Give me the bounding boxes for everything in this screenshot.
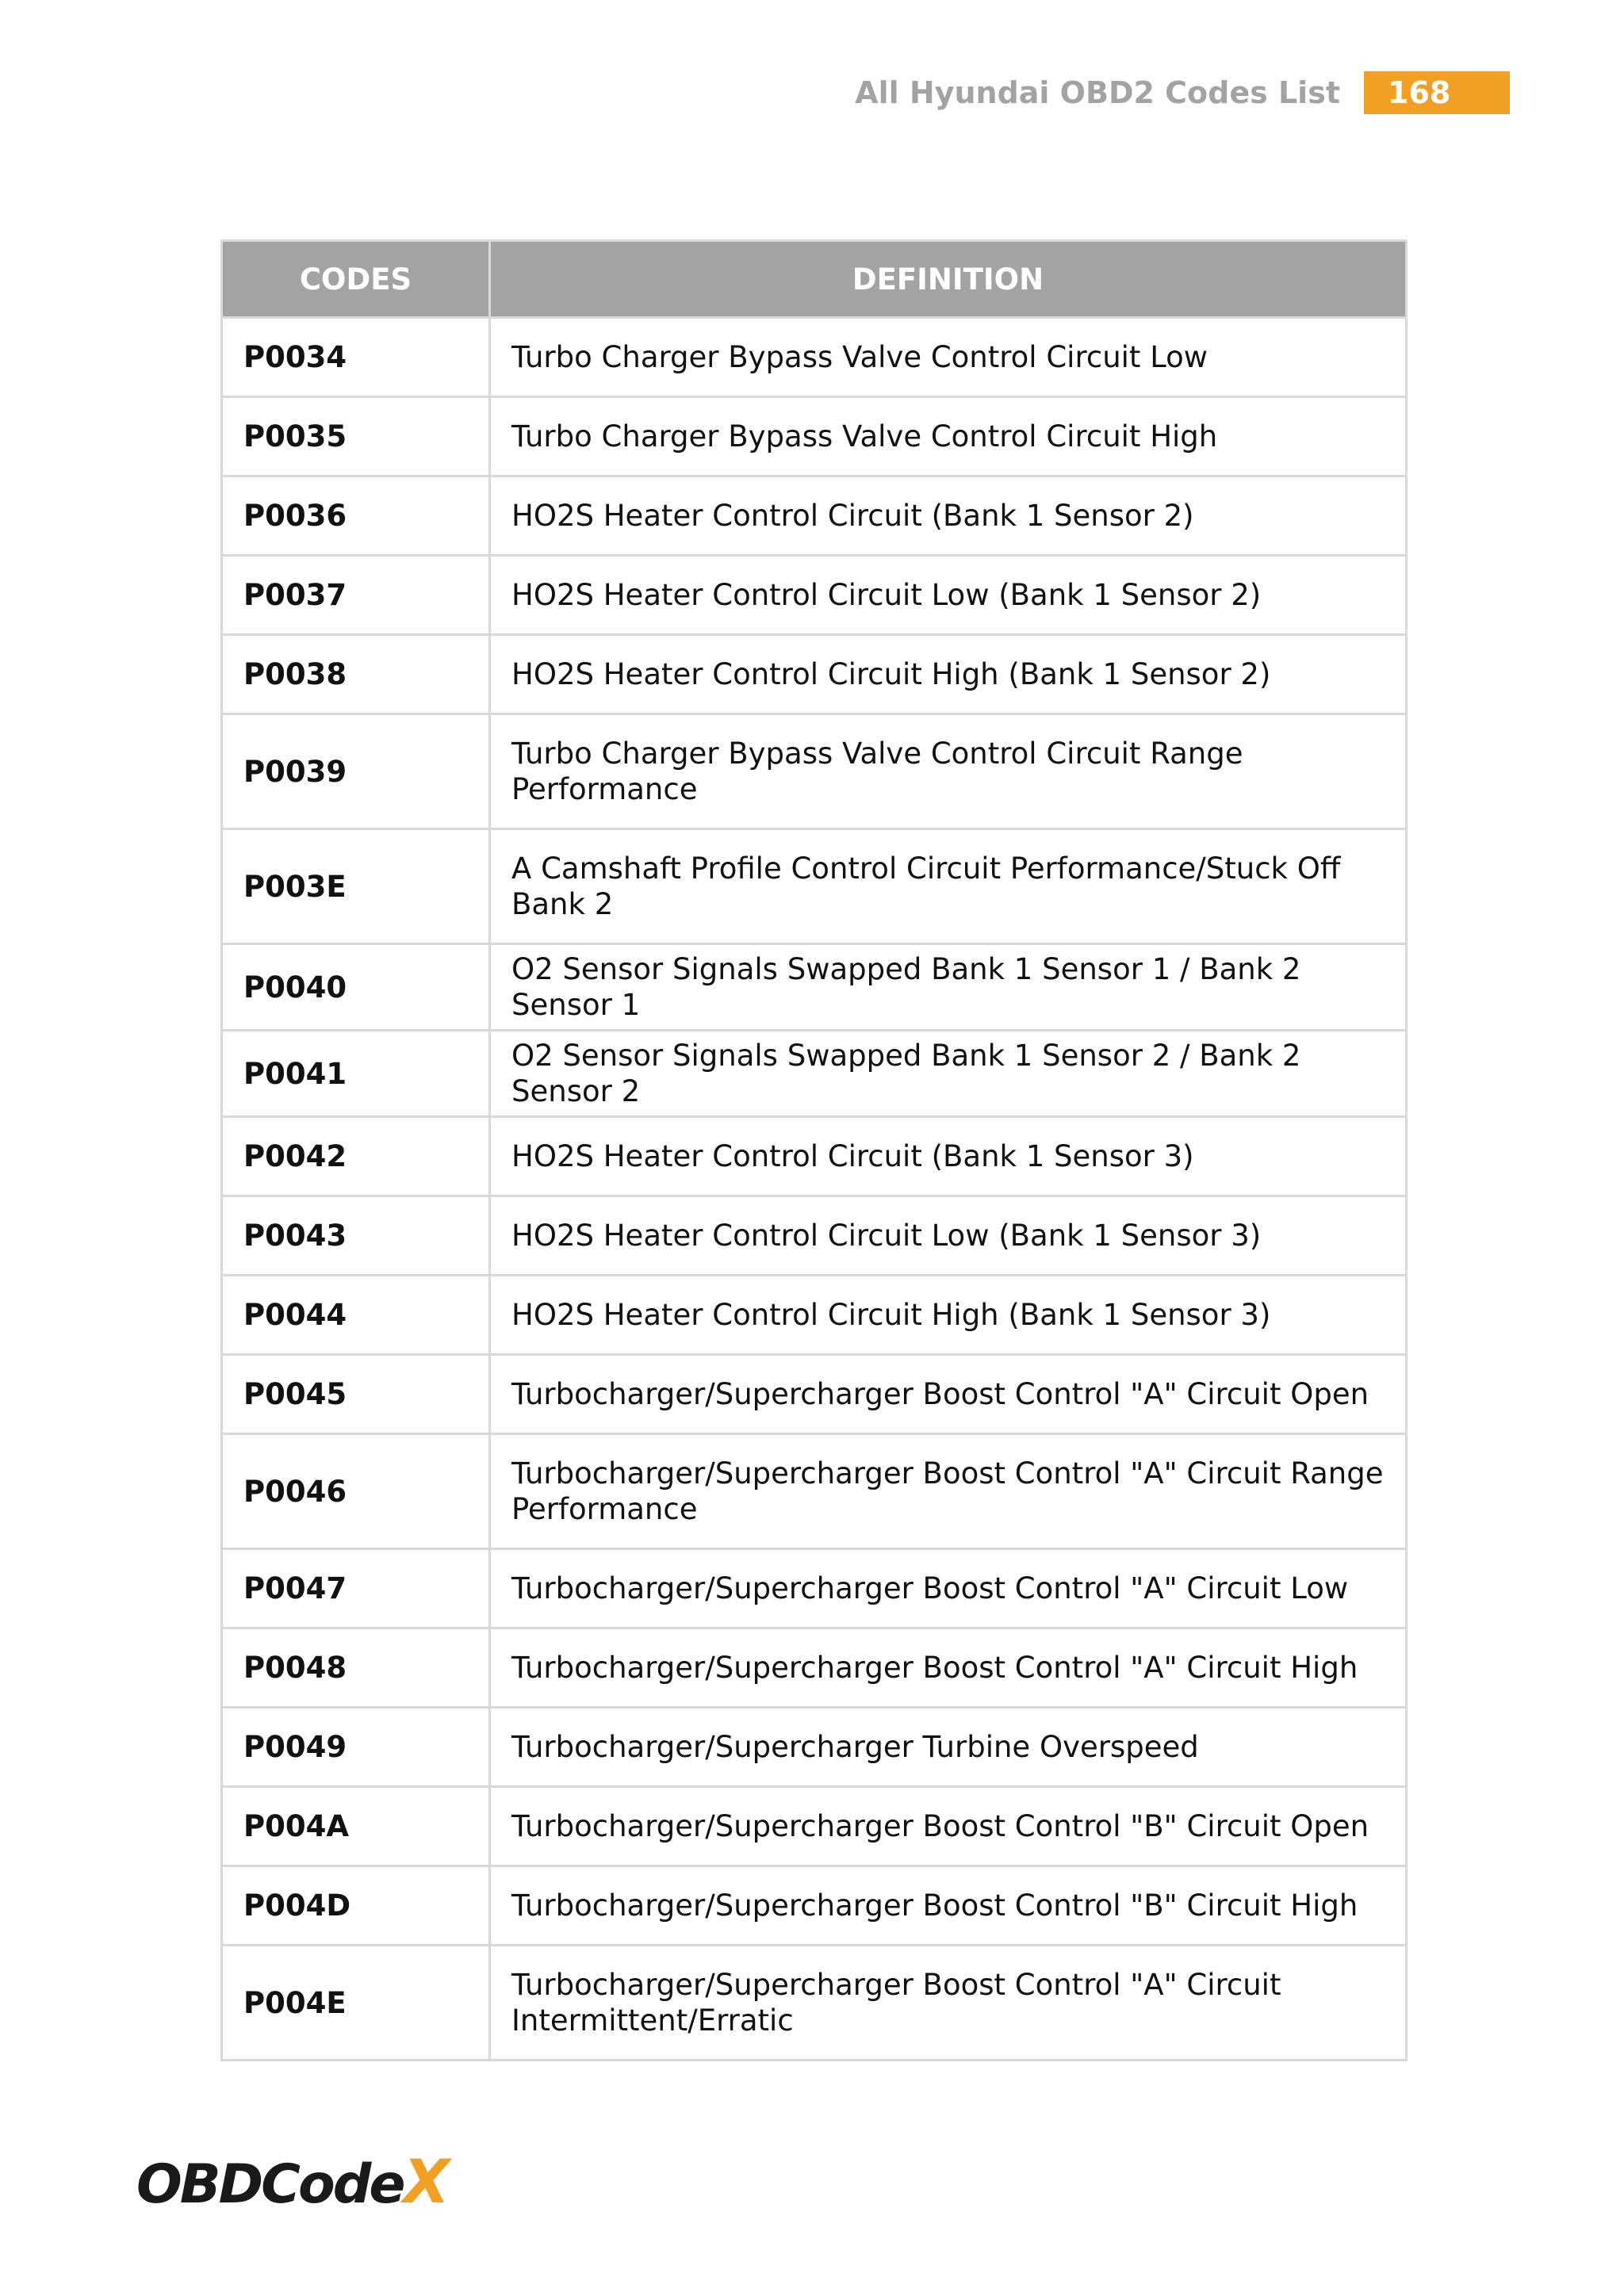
table-row bbox=[222, 1434, 1407, 1549]
code-cell: P003E bbox=[222, 829, 490, 944]
definition-cell: HO2S Heater Control Circuit Low (Bank 1 Sensor 3) bbox=[490, 1196, 1407, 1276]
definition-cell: Turbocharger/Supercharger Boost Control "A" Circuit Low bbox=[490, 1549, 1407, 1628]
page-number-badge: 168 bbox=[1364, 71, 1510, 114]
definition-cell: HO2S Heater Control Circuit (Bank 1 Sensor 3) bbox=[490, 1117, 1407, 1196]
table-row bbox=[222, 714, 1407, 829]
definition-cell: O2 Sensor Signals Swapped Bank 1 Sensor 1 / Bank 2 Sensor 1 bbox=[490, 944, 1407, 1031]
code-cell: P0039 bbox=[222, 714, 490, 829]
logo-accent-x: X bbox=[403, 2146, 448, 2217]
definition-cell: Turbo Charger Bypass Valve Control Circuit Low bbox=[490, 318, 1407, 397]
table-row bbox=[222, 944, 1407, 1031]
code-cell: P0041 bbox=[222, 1031, 490, 1117]
definition-cell: HO2S Heater Control Circuit High (Bank 1 Sensor 2) bbox=[490, 635, 1407, 714]
definition-cell: HO2S Heater Control Circuit (Bank 1 Sensor 2) bbox=[490, 476, 1407, 556]
definition-cell: O2 Sensor Signals Swapped Bank 1 Sensor 2 / Bank 2 Sensor 2 bbox=[490, 1031, 1407, 1117]
table-row bbox=[222, 1708, 1407, 1787]
code-cell: P0040 bbox=[222, 944, 490, 1031]
code-cell: P0043 bbox=[222, 1196, 490, 1276]
table-row bbox=[222, 1355, 1407, 1434]
code-cell: P0035 bbox=[222, 397, 490, 476]
table-row bbox=[222, 1117, 1407, 1196]
table-row bbox=[222, 1549, 1407, 1628]
definition-cell: Turbo Charger Bypass Valve Control Circuit Range Performance bbox=[490, 714, 1407, 829]
table-row bbox=[222, 1628, 1407, 1708]
code-cell: P0038 bbox=[222, 635, 490, 714]
page-header bbox=[855, 71, 1510, 114]
table-header-row bbox=[222, 241, 1407, 318]
code-cell: P0037 bbox=[222, 556, 490, 635]
table-row bbox=[222, 829, 1407, 944]
definition-cell: Turbocharger/Supercharger Boost Control "B" Circuit High bbox=[490, 1866, 1407, 1946]
table-row bbox=[222, 1031, 1407, 1117]
code-cell: P0046 bbox=[222, 1434, 490, 1549]
definition-cell: Turbocharger/Supercharger Boost Control "A" Circuit Range Performance bbox=[490, 1434, 1407, 1549]
table-row bbox=[222, 1276, 1407, 1355]
table-row bbox=[222, 1946, 1407, 2061]
table-row bbox=[222, 397, 1407, 476]
logo-main-text: OBDCode bbox=[136, 2153, 404, 2216]
definition-cell: Turbocharger/Supercharger Turbine Overspeed bbox=[490, 1708, 1407, 1787]
definition-cell: HO2S Heater Control Circuit High (Bank 1 Sensor 3) bbox=[490, 1276, 1407, 1355]
table-row bbox=[222, 1866, 1407, 1946]
code-cell: P0034 bbox=[222, 318, 490, 397]
code-cell: P0047 bbox=[222, 1549, 490, 1628]
column-header-definition: DEFINITION bbox=[490, 241, 1407, 318]
code-cell: P004E bbox=[222, 1946, 490, 2061]
code-cell: P0036 bbox=[222, 476, 490, 556]
table-row bbox=[222, 1196, 1407, 1276]
definition-cell: A Camshaft Profile Control Circuit Performance/Stuck Off Bank 2 bbox=[490, 829, 1407, 944]
table-row bbox=[222, 318, 1407, 397]
table-row bbox=[222, 476, 1407, 556]
table-row bbox=[222, 1787, 1407, 1866]
definition-cell: Turbocharger/Supercharger Boost Control "A" Circuit Open bbox=[490, 1355, 1407, 1434]
table-row bbox=[222, 556, 1407, 635]
definition-cell: HO2S Heater Control Circuit Low (Bank 1 Sensor 2) bbox=[490, 556, 1407, 635]
code-cell: P0045 bbox=[222, 1355, 490, 1434]
definition-cell: Turbo Charger Bypass Valve Control Circuit High bbox=[490, 397, 1407, 476]
definition-cell: Turbocharger/Supercharger Boost Control "B" Circuit Open bbox=[490, 1787, 1407, 1866]
definition-cell: Turbocharger/Supercharger Boost Control "A" Circuit Intermittent/Erratic bbox=[490, 1946, 1407, 2061]
code-cell: P0049 bbox=[222, 1708, 490, 1787]
definition-cell: Turbocharger/Supercharger Boost Control "A" Circuit High bbox=[490, 1628, 1407, 1708]
code-cell: P0042 bbox=[222, 1117, 490, 1196]
code-cell: P0048 bbox=[222, 1628, 490, 1708]
code-cell: P0044 bbox=[222, 1276, 490, 1355]
codes-table bbox=[220, 239, 1408, 2061]
table-row bbox=[222, 635, 1407, 714]
header-title: All Hyundai OBD2 Codes List bbox=[855, 75, 1340, 110]
obdcodex-logo bbox=[136, 2146, 448, 2217]
column-header-codes: CODES bbox=[222, 241, 490, 318]
code-cell: P004A bbox=[222, 1787, 490, 1866]
code-cell: P004D bbox=[222, 1866, 490, 1946]
